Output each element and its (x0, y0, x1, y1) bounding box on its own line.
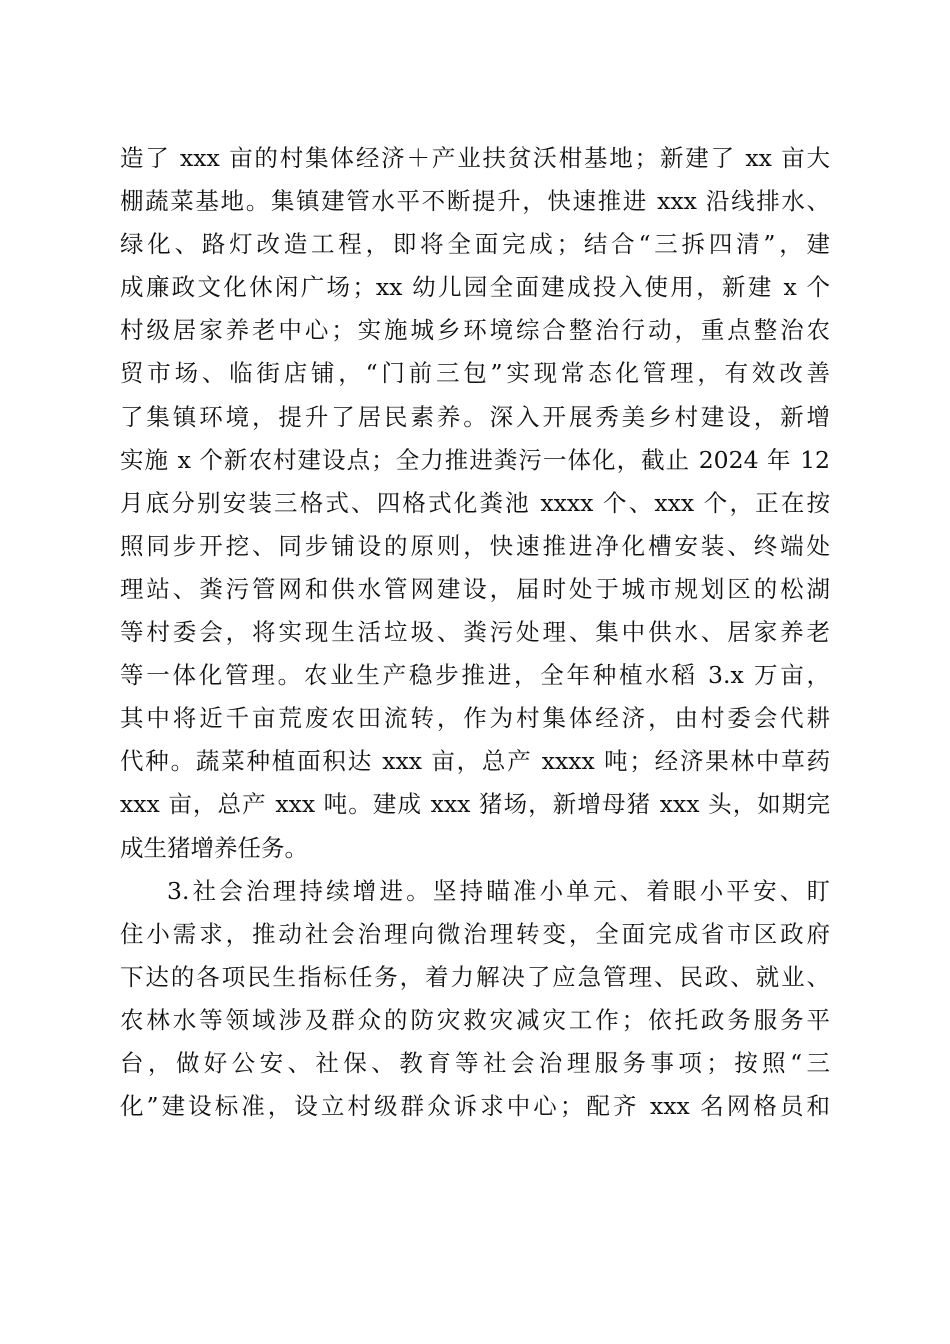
text-line: 农林水等领域涉及群众的防灾救灾减灾工作；依托政务服务平 (120, 1005, 830, 1034)
text-line: 绿化、路灯改造工程，即将全面完成；结合“三拆四清”，建 (120, 230, 830, 259)
text-line: 下达的各项民生指标任务，着力解决了应急管理、民政、就业、 (120, 962, 830, 991)
text-line: 代种。蔬菜种植面积达 xxx 亩，总产 xxxx 吨；经济果林中草药 (120, 747, 830, 776)
text-line: 住小需求，推动社会治理向微治理转变，全面完成省市区政府 (120, 919, 830, 948)
text-line: 村级居家养老中心；实施城乡环境综合整治行动，重点整治农 (120, 316, 830, 345)
document-body (120, 137, 830, 1128)
text-line: 棚蔬菜基地。集镇建管水平不断提升，快速推进 xxx 沿线排水、 (120, 187, 830, 216)
text-line: 等一体化管理。农业生产稳步推进，全年种植水稻 3.x 万亩， (120, 661, 830, 690)
text-line: 了集镇环境，提升了居民素养。深入开展秀美乡村建设，新增 (120, 402, 830, 431)
text-line: 化”建设标准，设立村级群众诉求中心；配齐 xxx 名网格员和 (120, 1092, 830, 1121)
text-line: 成生猪增养任务。 (120, 833, 308, 862)
text-line: 照同步开挖、同步铺设的原则，快速推进净化槽安装、终端处 (120, 531, 830, 560)
text-line: 其中将近千亩荒废农田流转，作为村集体经济，由村委会代耕 (120, 704, 830, 733)
text-line: 理站、粪污管网和供水管网建设，届时处于城市规划区的松湖 (120, 574, 830, 603)
text-line: 台，做好公安、社保、教育等社会治理服务事项；按照“三 (120, 1048, 830, 1077)
text-line: 成廉政文化休闲广场；xx 幼儿园全面建成投入使用，新建 x 个 (120, 273, 830, 302)
text-line: 实施 x 个新农村建设点；全力推进粪污一体化，截止 2024 年 12 (120, 445, 830, 474)
text-line: xxx 亩，总产 xxx 吨。建成 xxx 猪场，新增母猪 xxx 头，如期完 (120, 790, 830, 819)
text-line: 造了 xxx 亩的村集体经济＋产业扶贫沃柑基地；新建了 xx 亩大 (120, 144, 830, 172)
text-line: 贸市场、临街店铺，“门前三包”实现常态化管理，有效改善 (120, 359, 830, 388)
text-line: 等村委会，将实现生活垃圾、粪污处理、集中供水、居家养老 (120, 618, 830, 647)
text-line: 月底分别安装三格式、四格式化粪池 xxxx 个、xxx 个，正在按 (120, 488, 830, 517)
section-heading-line: 3.社会治理持续增进。坚持瞄准小单元、着眼小平安、盯 (167, 876, 830, 905)
